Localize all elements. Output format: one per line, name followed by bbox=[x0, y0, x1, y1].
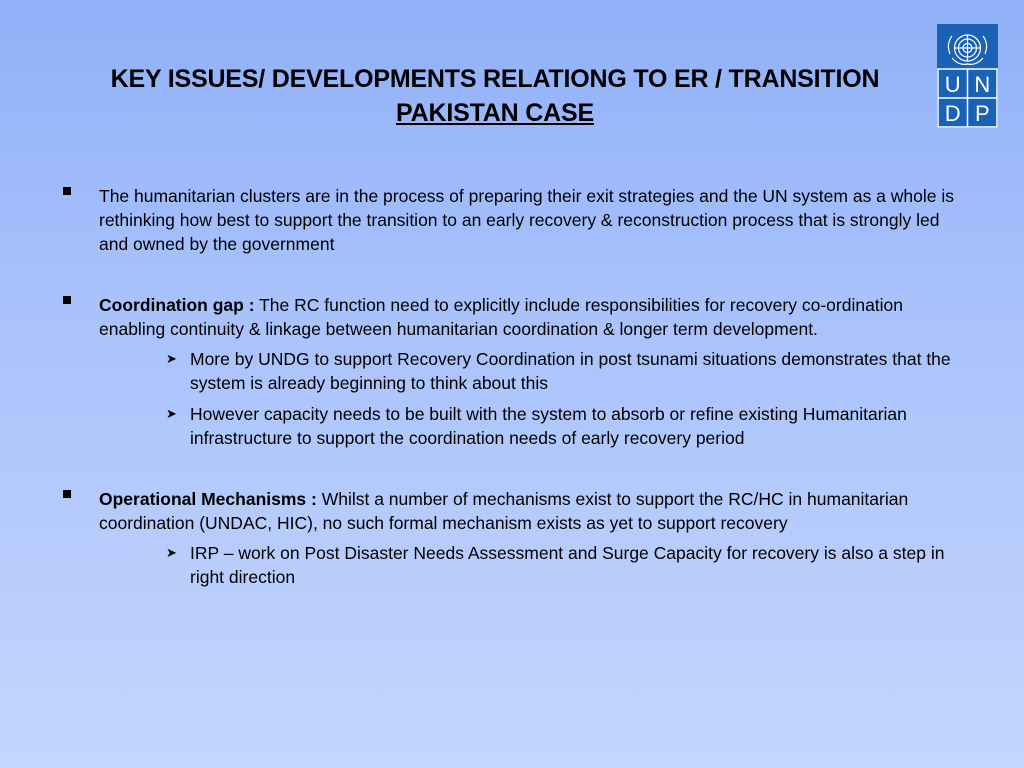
bullet-3-lead: Operational Mechanisms : bbox=[99, 489, 317, 509]
sub-bullet-1: More by UNDG to support Recovery Coordination in post tsunami situations demonstrates that the system is already beginning to think about this bbox=[190, 349, 951, 393]
slide-title bbox=[30, 62, 960, 130]
title-line-2: PAKISTAN CASE bbox=[396, 99, 594, 127]
sub-bullet-3: IRP – work on Post Disaster Needs Assessment and Surge Capacity for recovery is also a step in right direction bbox=[190, 543, 945, 587]
un-emblem-icon bbox=[937, 24, 998, 128]
logo-letter-n: N bbox=[974, 72, 991, 97]
bullet-2-lead: Coordination gap : bbox=[99, 295, 255, 315]
sub-bullet-2: However capacity needs to be built with the system to absorb or refine existing Humanitarian infrastructure to support the coordination needs of early recovery period bbox=[190, 404, 907, 448]
bullet-3-text: Whilst a number of mechanisms exist to support the RC/HC in humanitarian coordination (UNDAC, HIC), no such formal mechanism exists as yet to support recovery bbox=[99, 489, 909, 533]
bullet-1 bbox=[99, 184, 969, 256]
arrow-bullet-icon: ➤ bbox=[166, 545, 177, 560]
bullet-1-text: The humanitarian clusters are in the process of preparing their exit strategies and the UN system as a whole is rethinking how best to support the transition to an early recovery & reconstruction process that is strongly led and owned by the government bbox=[99, 186, 954, 254]
bullet-2-text: The RC function need to explicitly include responsibilities for recovery co-ordination enabling continuity & linkage between humanitarian coordination & longer term development. bbox=[99, 295, 904, 339]
logo-letter-u: U bbox=[944, 72, 961, 97]
arrow-bullet-icon: ➤ bbox=[166, 351, 177, 366]
title-line-1: KEY ISSUES/ DEVELOPMENTS RELATIONG TO ER / TRANSITION bbox=[110, 65, 880, 93]
bullet-2 bbox=[99, 293, 969, 341]
logo-letter-p: P bbox=[974, 101, 990, 126]
arrow-bullet-icon: ➤ bbox=[166, 406, 177, 421]
bullet-3 bbox=[99, 487, 969, 535]
undp-logo bbox=[937, 24, 998, 128]
square-bullet-icon bbox=[63, 296, 71, 304]
square-bullet-icon bbox=[63, 187, 71, 195]
logo-letter-d: D bbox=[944, 101, 961, 126]
square-bullet-icon bbox=[63, 490, 71, 498]
